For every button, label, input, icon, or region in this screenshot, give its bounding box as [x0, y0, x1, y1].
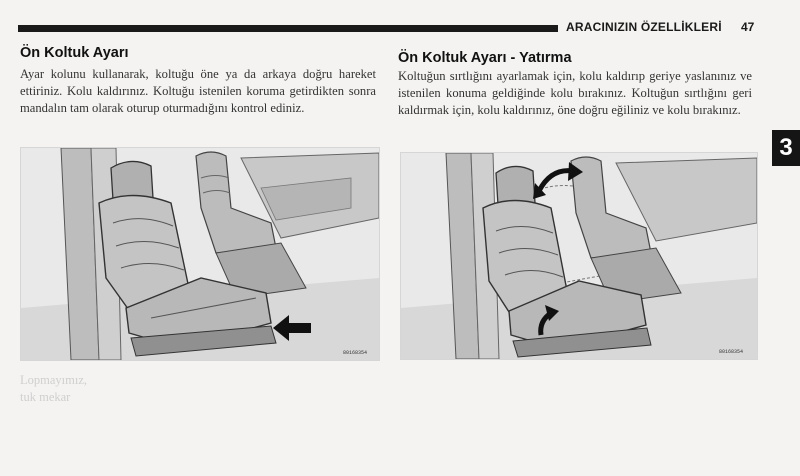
left-figure-code: 80168354 — [343, 350, 368, 356]
running-header-title: ARACINIZIN ÖZELLİKLERİ — [566, 20, 722, 34]
right-body-text: Koltuğun sırtlığını ayarlamak için, kolu kaldırıp geriye yaslanınız ve istenilen konuma geldiğinde kolu bırakınız. Koltuğun sırtlığını geri kaldırmak için, kolu kaldırınız, öne doğru eğiliniz ve kolu bırakınız. — [398, 69, 752, 117]
seat-recline-illustration — [400, 152, 758, 360]
left-body-text: Ayar kolunu kullanarak, koltuğu öne ya da arkaya doğru hareket ettiriniz. Kolu kaldırınız. Koltuğu istenilen koruma getirdikten sonra mandalın tam olarak oturup oturmadığını kontrol ediniz. — [20, 67, 376, 115]
header-rule — [18, 25, 558, 32]
left-heading: Ön Koltuk Ayarı — [20, 45, 129, 61]
right-figure-code: 80168354 — [719, 349, 744, 355]
faded-line: tuk mekar — [20, 390, 71, 404]
faded-bleedthrough-text — [20, 372, 87, 406]
chapter-tab: 3 — [772, 130, 800, 166]
right-heading: Ön Koltuk Ayarı - Yatırma — [398, 50, 572, 66]
seat-slide-illustration — [20, 147, 380, 361]
page-number: 47 — [741, 20, 755, 34]
faded-line: Lopmayımız, — [20, 373, 87, 387]
